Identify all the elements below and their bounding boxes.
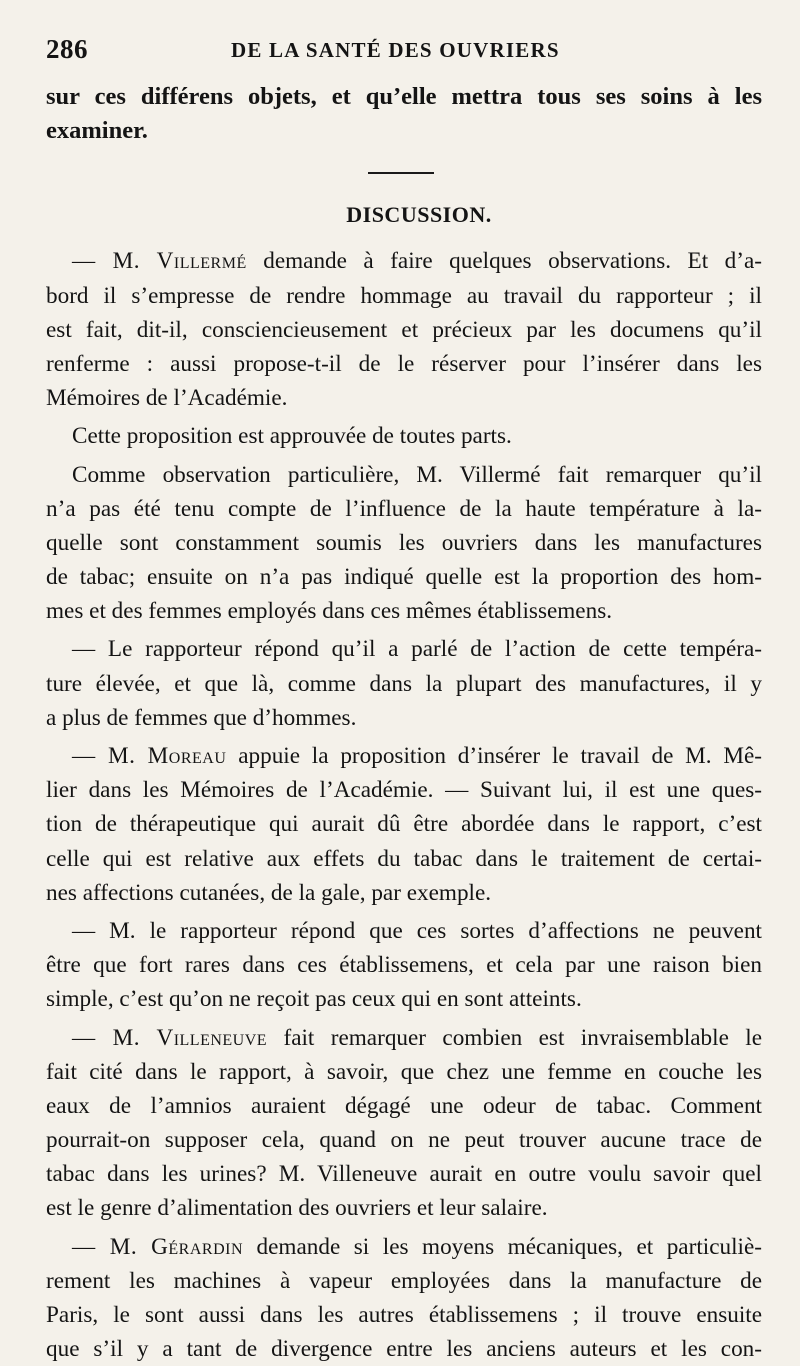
text-line: pourrait-on supposer cela, quand on ne peut trouver aucune trace de [46, 1127, 762, 1154]
paragraph-gerardin [46, 1230, 762, 1366]
text-line: n’a pas été tenu compte de l’influence de la haute température à la- [46, 495, 762, 522]
text-line: celle qui est relative aux effets du tabac dans le traitement de certai- [46, 845, 762, 872]
continuation-text [46, 80, 762, 148]
text-line: est le genre d’alimentation des ouvriers et leur salaire. [46, 1195, 548, 1222]
text-line: — M. Villeneuve fait remarquer combien est invraisemblable le [72, 1024, 762, 1051]
text-line: mes et des femmes employés dans ces mêmes établissemens. [46, 598, 613, 625]
text-line: bord il s’empresse de rendre hommage au travail du rapporteur ; il [46, 282, 762, 309]
text-line: — M. Moreau appuie la proposition d’insérer le travail de M. Mê- [72, 743, 762, 769]
text-line: Comme observation particulière, M. Villermé fait remarquer qu’il [72, 461, 762, 488]
running-title: DE LA SANTÉ DES OUVRIERS [231, 38, 560, 62]
text-line: nes affections cutanées, de la gale, par exemple. [46, 879, 492, 906]
paragraph-moreau [46, 739, 762, 910]
text-line: rement les machines à vapeur employées dans la manufacture de [46, 1267, 762, 1294]
paragraph-observation [46, 458, 762, 629]
section-title: DISCUSSION. [346, 202, 492, 228]
speaker-name: — M. Gérardin [72, 1233, 244, 1260]
text-line: — M. Villermé demande à faire quelques observations. Et d’a- [72, 248, 762, 275]
speaker-name: — M. Villermé [72, 248, 247, 275]
section-divider [368, 172, 434, 174]
text-line: a plus de femmes que d’hommes. [46, 704, 357, 731]
page-number: 286 [46, 34, 88, 64]
text-line: Paris, le sont aussi dans les autres établissemens ; il trouve ensuite [46, 1302, 762, 1328]
text-line: être que fort rares dans ces établissemens, et cela par une raison bien [46, 952, 762, 979]
text-line: est fait, dit-il, consciencieusement et précieux par les documens qu’il [46, 316, 762, 343]
text-line: fait cité dans le rapport, à savoir, que chez une femme en couche les [46, 1058, 762, 1085]
text-line: tabac dans les urines? M. Villeneuve aurait en outre voulu savoir quel [46, 1161, 762, 1188]
speaker-name: — M. Moreau [72, 743, 227, 769]
paragraph-rapporteur-reply-1 [46, 632, 762, 735]
speaker-name: — M. Villeneuve [72, 1024, 268, 1051]
text-line: — M. Gérardin demande si les moyens mécaniques, et particuliè- [72, 1233, 762, 1260]
text-line: — Le rapporteur répond qu’il a parlé de l’action de cette tempéra- [72, 636, 762, 663]
paragraph-approval [46, 419, 762, 453]
text-line: — M. le rapporteur répond que ces sortes d’affections ne peuvent [72, 917, 762, 944]
text-line: tion de thérapeutique qui aurait dû être abordée dans le rapport, c’est [46, 811, 762, 838]
text-line: Mémoires de l’Académie. [46, 385, 288, 412]
text-line: ture élevée, et que là, comme dans la plupart des manufactures, il y [46, 670, 762, 697]
text-line: simple, c’est qu’on ne reçoit pas ceux qui en sont atteints. [46, 986, 582, 1013]
text-line: Cette proposition est approuvée de toutes parts. [72, 423, 512, 450]
paragraph-villerme [46, 244, 762, 415]
text-line: lier dans les Mémoires de l’Académie. — Suivant lui, il est une ques- [46, 777, 762, 804]
text-line: eaux de l’amnios auraient dégagé une odeur de tabac. Comment [46, 1092, 762, 1119]
text-line: examiner. [46, 117, 148, 145]
text-line: renferme : aussi propose-t-il de le réserver pour l’insérer dans les [46, 350, 762, 377]
paragraph-villeneuve [46, 1021, 762, 1226]
text-line: que s’il y a tant de divergence entre les anciens auteurs et les con- [46, 1336, 762, 1363]
text-line: de tabac; ensuite on n’a pas indiqué quelle est la proportion des hom- [46, 564, 762, 591]
running-head [46, 34, 762, 70]
paragraph-rapporteur-reply-2 [46, 914, 762, 1017]
text-line: sur ces différens objets, et qu’elle mettra tous ses soins à les [46, 83, 762, 110]
text-line: quelle sont constamment soumis les ouvriers dans les manufactures [46, 529, 762, 556]
